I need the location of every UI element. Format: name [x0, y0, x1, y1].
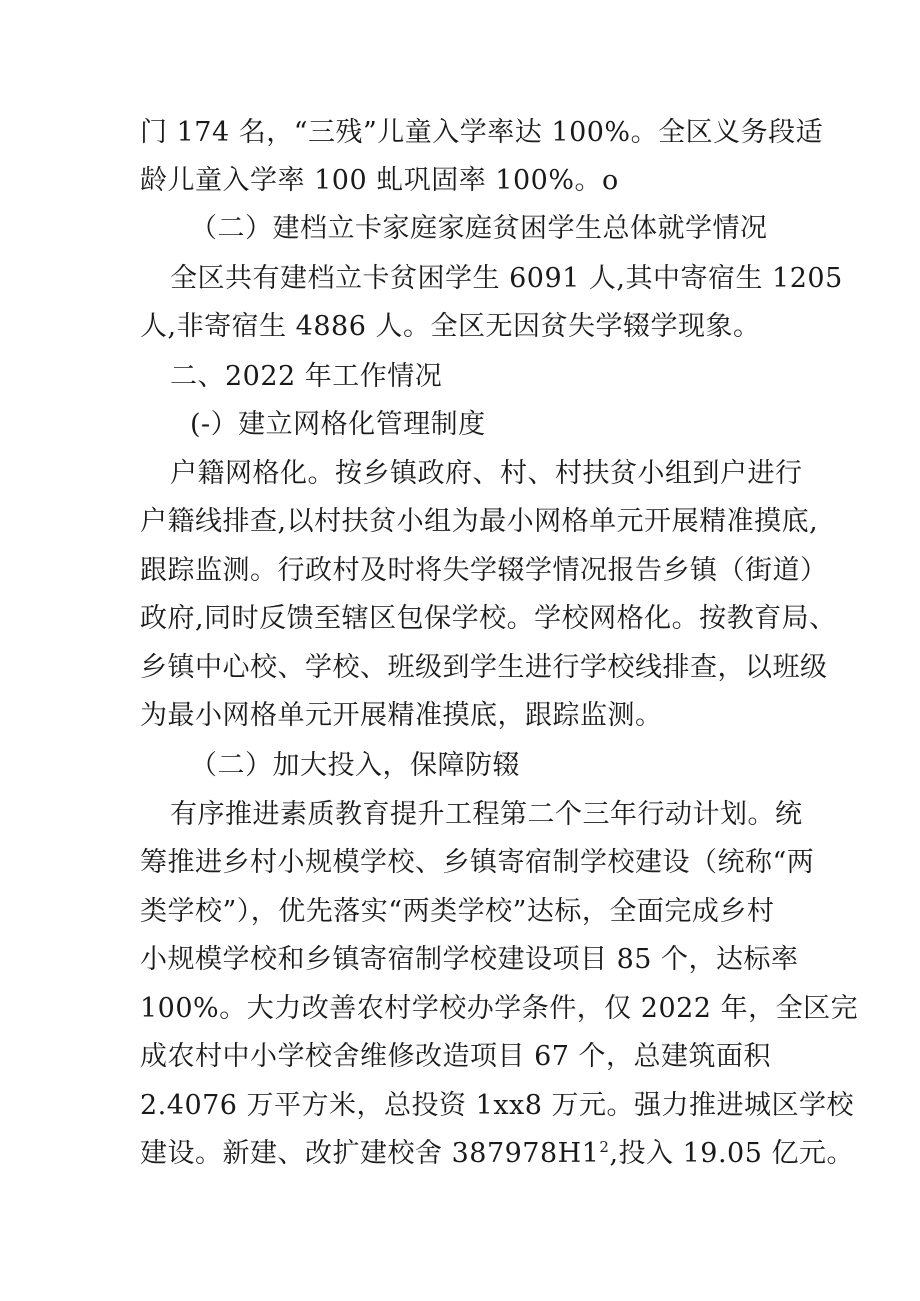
text-line-9: 户籍线排查,以村扶贫小组为最小网格单元开展精准摸底, [140, 506, 819, 537]
text-line-17: 类学校”），优先落实“两类学校”达标，全面完成乡村 [140, 896, 775, 927]
section-heading-3: （二）加大投入，保障防辍 [190, 750, 520, 781]
text-line-11: 政府,同时反馈至辖区包保学校。学校网格化。按教育局、 [140, 603, 837, 634]
text-line-22-main: 建设。新建、改扩建校舍 387978H1 [140, 1138, 600, 1169]
text-line-15: 有序推进素质教育提升工程第二个三年行动计划。统 [170, 799, 803, 830]
text-line-10: 跟踪监测。行政村及时将失学辍学情况报告乡镇（街道） [140, 555, 828, 586]
superscript: 2 [599, 1138, 610, 1156]
text-line-22 [140, 1137, 854, 1171]
text-line-1: 门 174 名，“三残”儿童入学率达 100%。全区义务段适 [140, 117, 824, 148]
text-line-21: 2.4076 万平方米，总投资 1xx8 万元。强力推进城区学校 [140, 1090, 855, 1121]
text-line-4: 全区共有建档立卡贫困学生 6091 人,其中寄宿生 1205 [170, 263, 843, 294]
text-line-8: 户籍网格化。按乡镇政府、村、村扶贫小组到户进行 [170, 458, 803, 489]
text-line-18: 小规模学校和乡镇寄宿制学校建设项目 85 个，达标率 [140, 944, 799, 975]
text-line-13: 为最小网格单元开展精准摸底，跟踪监测。 [140, 700, 663, 731]
text-line-22-tail: ,投入 19.05 亿元。 [609, 1138, 854, 1169]
text-line-19: 100%。大力改善农村学校办学条件，仅 2022 年，全区完 [140, 993, 859, 1024]
section-heading-main: 二、2022 年工作情况 [170, 361, 443, 392]
text-line-20: 成农村中小学校舍维修改造项目 67 个，总建筑面积 [140, 1041, 772, 1072]
text-line-12: 乡镇中心校、学校、班级到学生进行学校线排查，以班级 [140, 652, 828, 683]
text-line-5: 人,非寄宿生 4886 人。全区无因贫失学辍学现象。 [140, 311, 761, 342]
section-heading-1: (-）建立网格化管理制度 [190, 409, 486, 440]
section-heading-2: （二）建档立卡家庭家庭贫困学生总体就学情况 [190, 213, 768, 244]
text-line-16: 筹推进乡村小规模学校、乡镇寄宿制学校建设（统称“两 [140, 847, 815, 878]
text-line-2: 龄儿童入学率 100 虬巩固率 100%。o [140, 165, 619, 196]
